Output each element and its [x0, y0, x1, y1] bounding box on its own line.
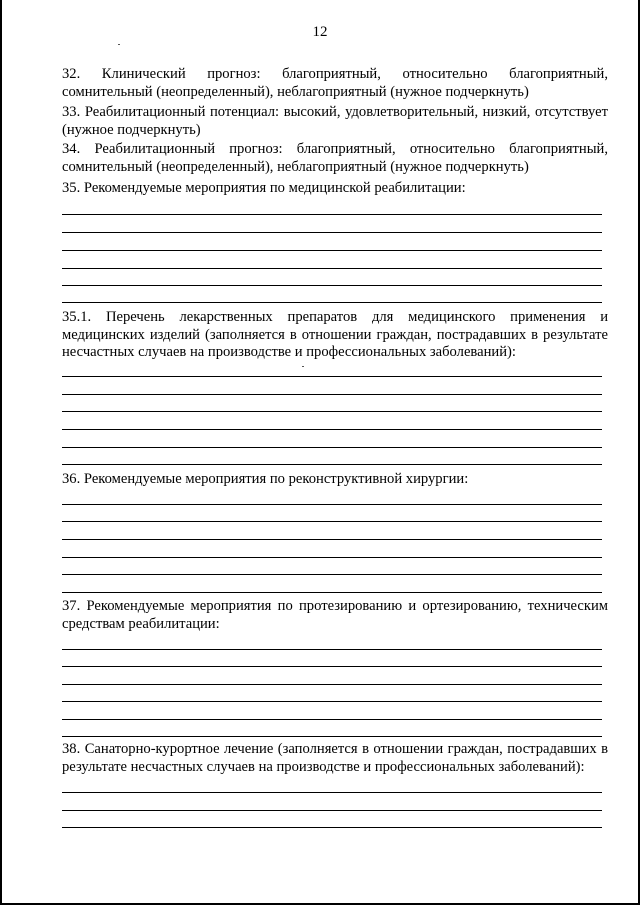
- fill-line[interactable]: [62, 649, 602, 650]
- item-35-1-medications: 35.1. Перечень лекарственных препаратов для медицинского применения и медицинских изделий (заполняется в отношении граждан, пострадавших в результате несчастных случаев на производстве и профессиональных заболеваний):: [62, 309, 608, 360]
- item-38-sanatorium-treatment: 38. Санаторно-курортное лечение (заполняется в отношении граждан, пострадавших в результате несчастных случаев на производстве и профессиональных заболеваний):: [62, 741, 608, 775]
- item-33-rehab-potential: 33. Реабилитационный потенциал: высокий, удовлетворительный, низкий, отсутствует (нужное подчеркнуть): [62, 104, 608, 138]
- fill-line[interactable]: [62, 810, 602, 811]
- fill-line[interactable]: [62, 827, 602, 828]
- fill-line[interactable]: [62, 574, 602, 575]
- fill-line[interactable]: [62, 447, 602, 448]
- fill-line[interactable]: [62, 214, 602, 215]
- fill-line[interactable]: [62, 592, 602, 593]
- scan-edge-left: [0, 0, 2, 905]
- fill-line[interactable]: [62, 268, 602, 269]
- fill-line[interactable]: [62, 376, 602, 377]
- fill-line[interactable]: [62, 701, 602, 702]
- fill-line[interactable]: [62, 302, 602, 303]
- fill-line[interactable]: [62, 719, 602, 720]
- fill-line[interactable]: [62, 232, 602, 233]
- fill-line[interactable]: [62, 666, 602, 667]
- item-34-rehab-prognosis: 34. Реабилитационный прогноз: благоприятный, относительно благоприятный, сомнительный (неопределенный), неблагоприятный (нужное подчеркнуть): [62, 141, 608, 175]
- item-36-reconstructive-surgery: 36. Рекомендуемые мероприятия по реконструктивной хирургии:: [62, 471, 469, 487]
- item-32-clinical-prognosis: 32. Клинический прогноз: благоприятный, относительно благоприятный, сомнительный (неопределенный), неблагоприятный (нужное подчеркнуть): [62, 66, 608, 100]
- fill-line[interactable]: [62, 684, 602, 685]
- scan-speck: [118, 44, 120, 45]
- fill-line[interactable]: [62, 285, 602, 286]
- fill-line[interactable]: [62, 539, 602, 540]
- fill-line[interactable]: [62, 429, 602, 430]
- fill-line[interactable]: [62, 557, 602, 558]
- fill-line[interactable]: [62, 250, 602, 251]
- fill-line[interactable]: [62, 411, 602, 412]
- fill-line[interactable]: [62, 504, 602, 505]
- fill-line[interactable]: [62, 394, 602, 395]
- fill-line[interactable]: [62, 736, 602, 737]
- page-number: 12: [312, 24, 328, 40]
- fill-line[interactable]: [62, 464, 602, 465]
- scan-speck: [302, 366, 304, 367]
- item-37-prosthetics: 37. Рекомендуемые мероприятия по протезированию и ортезированию, техническим средствам реабилитации:: [62, 598, 608, 632]
- fill-line[interactable]: [62, 792, 602, 793]
- item-35-medical-rehab: 35. Рекомендуемые мероприятия по медицинской реабилитации:: [62, 180, 466, 196]
- fill-line[interactable]: [62, 521, 602, 522]
